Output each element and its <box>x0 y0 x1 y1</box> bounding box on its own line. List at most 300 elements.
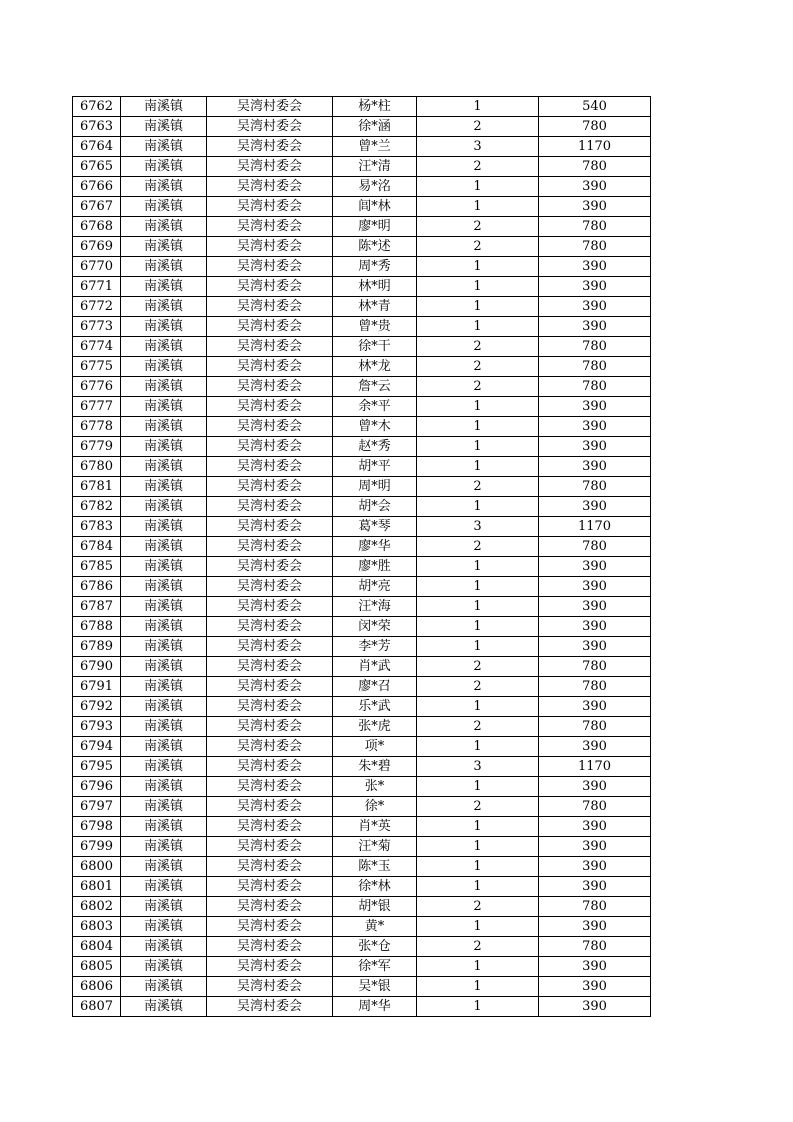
township-cell: 南溪镇 <box>121 977 207 997</box>
township-cell: 南溪镇 <box>121 277 207 297</box>
township-cell: 南溪镇 <box>121 997 207 1017</box>
row-number-cell: 6776 <box>73 377 121 397</box>
amount-cell: 390 <box>539 257 651 277</box>
village-committee-cell: 吴湾村委会 <box>207 877 333 897</box>
count-cell: 3 <box>417 757 539 777</box>
amount-cell: 390 <box>539 557 651 577</box>
township-cell: 南溪镇 <box>121 697 207 717</box>
row-number-cell: 6799 <box>73 837 121 857</box>
village-committee-cell: 吴湾村委会 <box>207 497 333 517</box>
row-number-cell: 6793 <box>73 717 121 737</box>
name-cell: 徐*林 <box>333 877 417 897</box>
township-cell: 南溪镇 <box>121 337 207 357</box>
row-number-cell: 6788 <box>73 617 121 637</box>
row-number-cell: 6805 <box>73 957 121 977</box>
amount-cell: 780 <box>539 337 651 357</box>
table-row <box>73 517 651 537</box>
count-cell: 1 <box>417 457 539 477</box>
row-number-cell: 6787 <box>73 597 121 617</box>
township-cell: 南溪镇 <box>121 657 207 677</box>
name-cell: 廖*明 <box>333 217 417 237</box>
village-committee-cell: 吴湾村委会 <box>207 737 333 757</box>
township-cell: 南溪镇 <box>121 457 207 477</box>
table-row <box>73 337 651 357</box>
amount-cell: 780 <box>539 157 651 177</box>
count-cell: 1 <box>417 97 539 117</box>
table-row <box>73 97 651 117</box>
row-number-cell: 6772 <box>73 297 121 317</box>
count-cell: 1 <box>417 697 539 717</box>
amount-cell: 780 <box>539 937 651 957</box>
village-committee-cell: 吴湾村委会 <box>207 757 333 777</box>
village-committee-cell: 吴湾村委会 <box>207 317 333 337</box>
row-number-cell: 6785 <box>73 557 121 577</box>
village-committee-cell: 吴湾村委会 <box>207 457 333 477</box>
amount-cell: 390 <box>539 497 651 517</box>
amount-cell: 780 <box>539 357 651 377</box>
table-row <box>73 417 651 437</box>
township-cell: 南溪镇 <box>121 237 207 257</box>
amount-cell: 390 <box>539 697 651 717</box>
row-number-cell: 6763 <box>73 117 121 137</box>
count-cell: 2 <box>417 897 539 917</box>
count-cell: 2 <box>417 117 539 137</box>
village-committee-cell: 吴湾村委会 <box>207 237 333 257</box>
township-cell: 南溪镇 <box>121 857 207 877</box>
township-cell: 南溪镇 <box>121 937 207 957</box>
township-cell: 南溪镇 <box>121 737 207 757</box>
amount-cell: 390 <box>539 977 651 997</box>
table-row <box>73 357 651 377</box>
village-committee-cell: 吴湾村委会 <box>207 997 333 1017</box>
amount-cell: 780 <box>539 677 651 697</box>
name-cell: 周*明 <box>333 477 417 497</box>
table-row <box>73 457 651 477</box>
row-number-cell: 6781 <box>73 477 121 497</box>
name-cell: 乐*武 <box>333 697 417 717</box>
table-row <box>73 237 651 257</box>
amount-cell: 390 <box>539 417 651 437</box>
amount-cell: 1170 <box>539 757 651 777</box>
amount-cell: 390 <box>539 777 651 797</box>
amount-cell: 780 <box>539 717 651 737</box>
table-row <box>73 917 651 937</box>
count-cell: 2 <box>417 797 539 817</box>
table-row <box>73 877 651 897</box>
count-cell: 1 <box>417 577 539 597</box>
count-cell: 2 <box>417 237 539 257</box>
count-cell: 1 <box>417 837 539 857</box>
amount-cell: 390 <box>539 917 651 937</box>
count-cell: 1 <box>417 557 539 577</box>
row-number-cell: 6806 <box>73 977 121 997</box>
village-committee-cell: 吴湾村委会 <box>207 277 333 297</box>
count-cell: 2 <box>417 677 539 697</box>
village-committee-cell: 吴湾村委会 <box>207 297 333 317</box>
amount-cell: 390 <box>539 817 651 837</box>
name-cell: 林*龙 <box>333 357 417 377</box>
village-committee-cell: 吴湾村委会 <box>207 717 333 737</box>
row-number-cell: 6794 <box>73 737 121 757</box>
name-cell: 闵*荣 <box>333 617 417 637</box>
table-row <box>73 397 651 417</box>
table-row <box>73 857 651 877</box>
count-cell: 1 <box>417 777 539 797</box>
name-cell: 张*仓 <box>333 937 417 957</box>
count-cell: 2 <box>417 477 539 497</box>
table-row <box>73 637 651 657</box>
count-cell: 2 <box>417 337 539 357</box>
count-cell: 1 <box>417 817 539 837</box>
row-number-cell: 6768 <box>73 217 121 237</box>
table-row <box>73 317 651 337</box>
row-number-cell: 6765 <box>73 157 121 177</box>
name-cell: 廖*华 <box>333 537 417 557</box>
township-cell: 南溪镇 <box>121 137 207 157</box>
amount-cell: 540 <box>539 97 651 117</box>
amount-cell: 780 <box>539 657 651 677</box>
village-committee-cell: 吴湾村委会 <box>207 437 333 457</box>
count-cell: 1 <box>417 997 539 1017</box>
name-cell: 肖*武 <box>333 657 417 677</box>
amount-cell: 390 <box>539 177 651 197</box>
row-number-cell: 6800 <box>73 857 121 877</box>
row-number-cell: 6797 <box>73 797 121 817</box>
table-row <box>73 677 651 697</box>
row-number-cell: 6795 <box>73 757 121 777</box>
table-row <box>73 497 651 517</box>
village-committee-cell: 吴湾村委会 <box>207 357 333 377</box>
amount-cell: 780 <box>539 537 651 557</box>
row-number-cell: 6767 <box>73 197 121 217</box>
name-cell: 林*明 <box>333 277 417 297</box>
count-cell: 2 <box>417 357 539 377</box>
village-committee-cell: 吴湾村委会 <box>207 857 333 877</box>
amount-cell: 390 <box>539 857 651 877</box>
table-row <box>73 157 651 177</box>
township-cell: 南溪镇 <box>121 617 207 637</box>
count-cell: 1 <box>417 597 539 617</box>
row-number-cell: 6780 <box>73 457 121 477</box>
name-cell: 廖*胜 <box>333 557 417 577</box>
village-committee-cell: 吴湾村委会 <box>207 577 333 597</box>
table-row <box>73 477 651 497</box>
township-cell: 南溪镇 <box>121 117 207 137</box>
count-cell: 2 <box>417 157 539 177</box>
name-cell: 胡*亮 <box>333 577 417 597</box>
table-row <box>73 617 651 637</box>
name-cell: 张* <box>333 777 417 797</box>
amount-cell: 780 <box>539 377 651 397</box>
township-cell: 南溪镇 <box>121 217 207 237</box>
amount-cell: 390 <box>539 437 651 457</box>
village-committee-cell: 吴湾村委会 <box>207 797 333 817</box>
township-cell: 南溪镇 <box>121 357 207 377</box>
name-cell: 徐*干 <box>333 337 417 357</box>
row-number-cell: 6770 <box>73 257 121 277</box>
name-cell: 周*秀 <box>333 257 417 277</box>
township-cell: 南溪镇 <box>121 437 207 457</box>
village-committee-cell: 吴湾村委会 <box>207 697 333 717</box>
amount-cell: 390 <box>539 577 651 597</box>
amount-cell: 780 <box>539 897 651 917</box>
name-cell: 余*平 <box>333 397 417 417</box>
name-cell: 胡*银 <box>333 897 417 917</box>
count-cell: 1 <box>417 877 539 897</box>
village-committee-cell: 吴湾村委会 <box>207 97 333 117</box>
village-committee-cell: 吴湾村委会 <box>207 517 333 537</box>
count-cell: 2 <box>417 937 539 957</box>
township-cell: 南溪镇 <box>121 677 207 697</box>
table-row <box>73 217 651 237</box>
amount-cell: 1170 <box>539 137 651 157</box>
name-cell: 葛*琴 <box>333 517 417 537</box>
row-number-cell: 6784 <box>73 537 121 557</box>
name-cell: 易*洺 <box>333 177 417 197</box>
village-committee-cell: 吴湾村委会 <box>207 817 333 837</box>
name-cell: 陈*述 <box>333 237 417 257</box>
township-cell: 南溪镇 <box>121 797 207 817</box>
name-cell: 吴*银 <box>333 977 417 997</box>
table-row <box>73 757 651 777</box>
name-cell: 朱*碧 <box>333 757 417 777</box>
name-cell: 胡*会 <box>333 497 417 517</box>
count-cell: 1 <box>417 197 539 217</box>
amount-cell: 390 <box>539 997 651 1017</box>
table-row <box>73 997 651 1017</box>
name-cell: 肖*英 <box>333 817 417 837</box>
row-number-cell: 6790 <box>73 657 121 677</box>
count-cell: 1 <box>417 617 539 637</box>
row-number-cell: 6807 <box>73 997 121 1017</box>
village-committee-cell: 吴湾村委会 <box>207 917 333 937</box>
count-cell: 1 <box>417 317 539 337</box>
name-cell: 曾*贵 <box>333 317 417 337</box>
township-cell: 南溪镇 <box>121 297 207 317</box>
amount-cell: 390 <box>539 597 651 617</box>
name-cell: 张*虎 <box>333 717 417 737</box>
row-number-cell: 6803 <box>73 917 121 937</box>
village-committee-cell: 吴湾村委会 <box>207 337 333 357</box>
township-cell: 南溪镇 <box>121 497 207 517</box>
table-row <box>73 257 651 277</box>
table-row <box>73 377 651 397</box>
table-row <box>73 137 651 157</box>
township-cell: 南溪镇 <box>121 197 207 217</box>
count-cell: 1 <box>417 637 539 657</box>
township-cell: 南溪镇 <box>121 957 207 977</box>
row-number-cell: 6774 <box>73 337 121 357</box>
table-row <box>73 697 651 717</box>
count-cell: 2 <box>417 657 539 677</box>
township-cell: 南溪镇 <box>121 777 207 797</box>
table-row <box>73 557 651 577</box>
count-cell: 1 <box>417 397 539 417</box>
name-cell: 杨*柱 <box>333 97 417 117</box>
township-cell: 南溪镇 <box>121 837 207 857</box>
village-committee-cell: 吴湾村委会 <box>207 937 333 957</box>
township-cell: 南溪镇 <box>121 897 207 917</box>
amount-cell: 390 <box>539 297 651 317</box>
count-cell: 1 <box>417 277 539 297</box>
village-committee-cell: 吴湾村委会 <box>207 617 333 637</box>
name-cell: 周*华 <box>333 997 417 1017</box>
count-cell: 2 <box>417 217 539 237</box>
table-row <box>73 717 651 737</box>
name-cell: 李*芳 <box>333 637 417 657</box>
table-row <box>73 777 651 797</box>
data-table <box>72 96 651 1017</box>
township-cell: 南溪镇 <box>121 397 207 417</box>
village-committee-cell: 吴湾村委会 <box>207 957 333 977</box>
row-number-cell: 6773 <box>73 317 121 337</box>
row-number-cell: 6791 <box>73 677 121 697</box>
amount-cell: 390 <box>539 637 651 657</box>
row-number-cell: 6792 <box>73 697 121 717</box>
row-number-cell: 6766 <box>73 177 121 197</box>
name-cell: 詹*云 <box>333 377 417 397</box>
amount-cell: 390 <box>539 397 651 417</box>
table-body <box>73 97 651 1017</box>
village-committee-cell: 吴湾村委会 <box>207 217 333 237</box>
table-row <box>73 597 651 617</box>
township-cell: 南溪镇 <box>121 317 207 337</box>
village-committee-cell: 吴湾村委会 <box>207 677 333 697</box>
count-cell: 1 <box>417 177 539 197</box>
row-number-cell: 6762 <box>73 97 121 117</box>
count-cell: 2 <box>417 717 539 737</box>
table-row <box>73 537 651 557</box>
row-number-cell: 6801 <box>73 877 121 897</box>
name-cell: 汪*菊 <box>333 837 417 857</box>
table-row <box>73 297 651 317</box>
township-cell: 南溪镇 <box>121 757 207 777</box>
row-number-cell: 6786 <box>73 577 121 597</box>
township-cell: 南溪镇 <box>121 597 207 617</box>
township-cell: 南溪镇 <box>121 517 207 537</box>
name-cell: 项* <box>333 737 417 757</box>
village-committee-cell: 吴湾村委会 <box>207 597 333 617</box>
table-row <box>73 797 651 817</box>
table-row <box>73 837 651 857</box>
count-cell: 3 <box>417 137 539 157</box>
village-committee-cell: 吴湾村委会 <box>207 637 333 657</box>
name-cell: 陈*玉 <box>333 857 417 877</box>
name-cell: 徐* <box>333 797 417 817</box>
row-number-cell: 6796 <box>73 777 121 797</box>
row-number-cell: 6764 <box>73 137 121 157</box>
name-cell: 胡*平 <box>333 457 417 477</box>
count-cell: 1 <box>417 957 539 977</box>
count-cell: 3 <box>417 517 539 537</box>
row-number-cell: 6769 <box>73 237 121 257</box>
village-committee-cell: 吴湾村委会 <box>207 397 333 417</box>
village-committee-cell: 吴湾村委会 <box>207 657 333 677</box>
table-row <box>73 197 651 217</box>
amount-cell: 1170 <box>539 517 651 537</box>
township-cell: 南溪镇 <box>121 577 207 597</box>
amount-cell: 390 <box>539 277 651 297</box>
table-row <box>73 117 651 137</box>
township-cell: 南溪镇 <box>121 377 207 397</box>
name-cell: 徐*军 <box>333 957 417 977</box>
count-cell: 1 <box>417 257 539 277</box>
row-number-cell: 6783 <box>73 517 121 537</box>
table-row <box>73 977 651 997</box>
township-cell: 南溪镇 <box>121 557 207 577</box>
count-cell: 1 <box>417 737 539 757</box>
village-committee-cell: 吴湾村委会 <box>207 257 333 277</box>
table-row <box>73 937 651 957</box>
count-cell: 1 <box>417 297 539 317</box>
amount-cell: 780 <box>539 117 651 137</box>
row-number-cell: 6779 <box>73 437 121 457</box>
row-number-cell: 6798 <box>73 817 121 837</box>
township-cell: 南溪镇 <box>121 537 207 557</box>
table-row <box>73 657 651 677</box>
amount-cell: 390 <box>539 457 651 477</box>
name-cell: 曾*木 <box>333 417 417 437</box>
name-cell: 赵*秀 <box>333 437 417 457</box>
amount-cell: 390 <box>539 877 651 897</box>
village-committee-cell: 吴湾村委会 <box>207 177 333 197</box>
count-cell: 1 <box>417 857 539 877</box>
township-cell: 南溪镇 <box>121 257 207 277</box>
village-committee-cell: 吴湾村委会 <box>207 557 333 577</box>
amount-cell: 390 <box>539 197 651 217</box>
name-cell: 闾*林 <box>333 197 417 217</box>
amount-cell: 390 <box>539 737 651 757</box>
amount-cell: 390 <box>539 837 651 857</box>
township-cell: 南溪镇 <box>121 717 207 737</box>
count-cell: 1 <box>417 497 539 517</box>
name-cell: 汪*清 <box>333 157 417 177</box>
village-committee-cell: 吴湾村委会 <box>207 197 333 217</box>
name-cell: 徐*涵 <box>333 117 417 137</box>
village-committee-cell: 吴湾村委会 <box>207 837 333 857</box>
amount-cell: 390 <box>539 317 651 337</box>
row-number-cell: 6804 <box>73 937 121 957</box>
township-cell: 南溪镇 <box>121 157 207 177</box>
count-cell: 2 <box>417 537 539 557</box>
count-cell: 2 <box>417 377 539 397</box>
village-committee-cell: 吴湾村委会 <box>207 137 333 157</box>
name-cell: 林*青 <box>333 297 417 317</box>
village-committee-cell: 吴湾村委会 <box>207 897 333 917</box>
count-cell: 1 <box>417 417 539 437</box>
township-cell: 南溪镇 <box>121 177 207 197</box>
name-cell: 曾*兰 <box>333 137 417 157</box>
village-committee-cell: 吴湾村委会 <box>207 157 333 177</box>
name-cell: 黄* <box>333 917 417 937</box>
village-committee-cell: 吴湾村委会 <box>207 377 333 397</box>
row-number-cell: 6789 <box>73 637 121 657</box>
township-cell: 南溪镇 <box>121 877 207 897</box>
row-number-cell: 6775 <box>73 357 121 377</box>
name-cell: 汪*海 <box>333 597 417 617</box>
table-row <box>73 577 651 597</box>
township-cell: 南溪镇 <box>121 97 207 117</box>
village-committee-cell: 吴湾村委会 <box>207 977 333 997</box>
amount-cell: 780 <box>539 797 651 817</box>
village-committee-cell: 吴湾村委会 <box>207 117 333 137</box>
row-number-cell: 6778 <box>73 417 121 437</box>
count-cell: 1 <box>417 437 539 457</box>
township-cell: 南溪镇 <box>121 477 207 497</box>
count-cell: 1 <box>417 977 539 997</box>
amount-cell: 780 <box>539 477 651 497</box>
row-number-cell: 6782 <box>73 497 121 517</box>
